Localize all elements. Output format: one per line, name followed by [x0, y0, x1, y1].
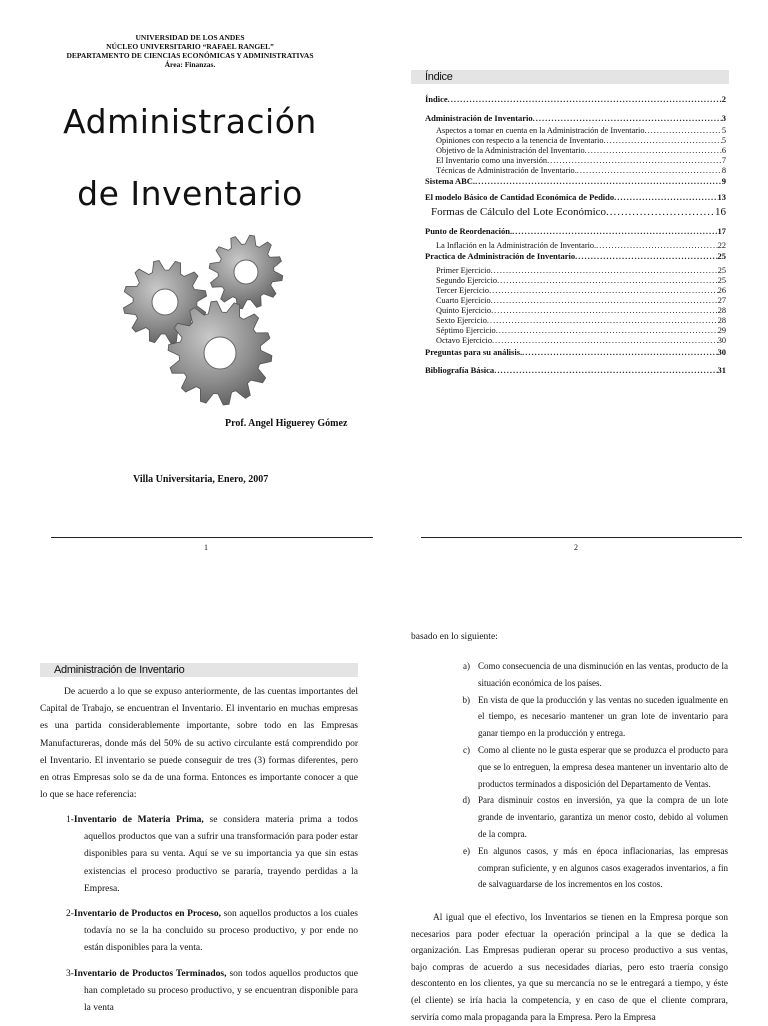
toc-entry [425, 146, 726, 156]
gears-icon [120, 232, 298, 408]
toc-entry-title: El modelo Básico de Cantidad Económica de Pedido [425, 192, 615, 202]
toc-entry-title: Aspectos a tomar en cuenta en la Administración de Inventario [436, 126, 645, 135]
toc-entry [425, 176, 726, 186]
toc-leader [512, 226, 717, 236]
toc-entry [425, 192, 726, 202]
toc-entry-page: 30 [717, 336, 726, 345]
list-text: Como al cliente no le gusta esperar que se produzca el producto para que se lo entreguen, la empresa desea mantener un inventario alto de productos terminados a disposición del Departamento de Ventas. [478, 744, 728, 789]
toc-entry-page: 26 [717, 286, 726, 295]
list-text: Para disminuir costos en inversión, ya que la compra de un lote grande de inventario, garantiza un menor costo, debido al volumen de la compra. [478, 795, 728, 839]
toc-entry-title: Segundo Ejercicio [436, 276, 498, 285]
toc-entry-title: Formas de Cálculo del Lote Económico [431, 206, 607, 218]
footer-rule [51, 537, 373, 538]
toc-entry [425, 94, 726, 104]
header-line: NÚCLEO UNIVERSITARIO “RAFAEL RANGEL” [106, 42, 274, 51]
inventory-types-list [66, 812, 358, 1017]
item-number: 3- [66, 968, 74, 979]
header-line: UNIVERSIDAD DE LOS ANDES [135, 33, 245, 42]
toc-entry-page: 29 [717, 326, 726, 335]
toc-entry [425, 126, 726, 136]
toc-entry-title: Sexto Ejercicio [436, 316, 487, 325]
toc-entry-page: 8 [721, 166, 726, 175]
toc-leader [575, 251, 717, 261]
toc-entry-title: Administración de Inventario [425, 113, 533, 123]
item-term: Inventario de Productos Terminados, [73, 968, 227, 979]
list-item [445, 742, 728, 792]
toc-leader [603, 136, 721, 146]
toc-entry [425, 286, 726, 296]
toc-entry-page: 17 [717, 226, 726, 236]
toc-entry [425, 326, 726, 336]
list-text: En vista de que la producción y las ventas no suceden igualmente en el tiempo, es necesario mantener un gran lote de inventario para ganar tiempo en la producción y entrega. [478, 694, 728, 739]
item-text: se considera materia prima a todos aquellos productos que van a sufrir una transformación para poder estar disponibles para su venta. Aquí se ve su importancia ya que sin estas existencias el proceso productivo se pararía, trayendo perdidas a la Empresa. [84, 815, 358, 894]
toc-entry-page: 25 [717, 276, 726, 285]
toc-entry-title: Sistema ABC. [425, 176, 476, 186]
section-heading: Administración de Inventario [40, 663, 358, 677]
gear-hole [152, 289, 178, 315]
toc-entry [425, 316, 726, 326]
toc-leader [522, 347, 717, 357]
toc-leader [497, 276, 718, 286]
toc-leader [487, 316, 718, 326]
toc-entry-title: Practica de Administración de Inventario [425, 251, 576, 261]
list-item [445, 658, 728, 692]
toc-entry [425, 136, 726, 146]
toc-entry-title: Quinto Ejercicio [436, 306, 492, 315]
university-header [40, 33, 340, 69]
toc-leader [645, 126, 722, 136]
toc-entry-title: Opiniones con respecto a la tenencia de Inventario [436, 136, 604, 145]
toc-entry [425, 156, 726, 166]
toc-entry-title: Primer Ejercicio [436, 266, 491, 275]
toc-entry-title: Bibliografía Básica [425, 365, 495, 375]
gear-hole [234, 260, 258, 284]
document-title-line-2: de Inventario [77, 174, 303, 213]
page-number: 1 [204, 543, 208, 552]
toc-entry [425, 241, 726, 251]
header-line: DEPARTAMENTO DE CIENCIAS ECONÓMICAS Y ADMINISTRATIVAS [66, 51, 314, 60]
list-marker: d) [462, 795, 470, 806]
toc-entry [425, 306, 726, 316]
list-item [66, 906, 358, 958]
toc-entry-title: Tercer Ejercicio [436, 286, 490, 295]
toc-entry-page: 25 [717, 251, 726, 261]
toc-entry-page: 7 [721, 156, 726, 165]
toc-entry-page: 28 [717, 306, 726, 315]
toc-leader [585, 146, 722, 156]
toc-entry [425, 251, 726, 261]
document-title-line-1: Administración [63, 102, 317, 141]
toc-entry-page: 9 [721, 176, 726, 186]
page-number: 2 [574, 543, 578, 552]
toc-entry-title: Octavo Ejercicio [436, 336, 492, 345]
toc-entry-page: 2 [721, 94, 726, 104]
toc-entry [425, 205, 726, 219]
list-item [445, 792, 728, 842]
list-item [66, 812, 358, 898]
item-number: 2- [66, 909, 74, 920]
toc-entry-page: 3 [721, 113, 726, 123]
item-term: Inventario de Productos en Proceso, [73, 909, 221, 920]
toc-entry-title: La Inflación en la Administración de Inventario. [436, 241, 597, 250]
header-line: Área: Finanzas. [164, 60, 216, 69]
list-marker: c) [463, 744, 470, 755]
toc-entry-page: 31 [717, 365, 726, 375]
list-marker: a) [463, 661, 470, 671]
table-of-contents [425, 94, 726, 375]
index-heading: Índice [411, 70, 729, 84]
toc-entry-page: 25 [717, 266, 726, 275]
toc-leader [475, 176, 722, 186]
toc-entry-page: 13 [717, 192, 726, 202]
toc-leader [614, 192, 717, 202]
toc-leader [606, 205, 715, 219]
gear-hole [204, 337, 236, 369]
reasons-list [445, 658, 728, 893]
toc-entry-page: 5 [721, 126, 726, 135]
toc-leader [448, 94, 722, 104]
list-marker: e) [463, 845, 470, 856]
toc-leader [494, 365, 717, 375]
toc-entry [425, 226, 726, 236]
closing-paragraph: Al igual que el efectivo, los Inventarios se tienen en la Empresa porque son necesarios para poder efectuar la operación principal a la que se dedica la organización. Las Empresas pudieran operar su proceso productivo a sus ventas, bajo compras de acuerdo a sus necesidades diarias, pero esto traería consigo descontento en los clientes, ya que su mercancía no se le entregará a tiempo, y éste (el cliente) se iría hacia la competencia, y en caso de que el cliente comprara, serviría como mala propaganda para la Empresa. Pero la Empresa [411, 913, 728, 1023]
toc-entry [425, 266, 726, 276]
toc-leader [496, 326, 718, 336]
toc-entry-page: 22 [717, 241, 726, 250]
toc-entry [425, 276, 726, 286]
toc-leader [491, 296, 718, 306]
list-item [445, 843, 728, 893]
toc-entry-title: El Inventario como una inversión [436, 156, 548, 165]
list-text: Como consecuencia de una disminución en las ventas, producto de la situación económica de los países. [478, 661, 728, 688]
toc-entry [425, 347, 726, 357]
toc-entry-title: Índice [425, 94, 448, 104]
toc-entry [425, 113, 726, 123]
list-text: En algunos casos, y más en época inflacionarias, las empresas compran suficiente, y en algunos casos exagerados inventarios, a fin de salvaguardarse de los incrementos en los costos. [478, 845, 728, 890]
toc-entry-title: Preguntas para su análisis. [425, 347, 523, 357]
toc-entry-title: Punto de Reordenación. [425, 226, 513, 236]
toc-leader [533, 113, 722, 123]
toc-leader [547, 156, 722, 166]
footer-rule [421, 537, 742, 538]
author-name: Prof. Angel Higuerey Gómez [225, 418, 348, 429]
place-and-date: Villa Universitaria, Enero, 2007 [133, 474, 269, 485]
toc-entry-title: Cuarto Ejercicio [436, 296, 491, 305]
lead-text: basado en lo siguiente: [411, 632, 498, 642]
toc-entry [425, 336, 726, 346]
list-marker: b) [462, 694, 470, 705]
intro-paragraph: De acuerdo a lo que se expuso anteriormente, de las cuentas importantes del Capital de Trabajo, se encuentran el Inventario. El inventario en muchas empresas es una partida considerablemente importante, sobre todo en las Empresas Manufactureras, donde más del 50% de su activo circulante está comprendido por el Inventario. El inventario se puede conseguir de tres (3) formas diferentes, pero en otras Empresas solo se da de una forma. Entonces es importante conocer a que lo que se hace referencia: [40, 687, 358, 801]
toc-entry-page: 5 [721, 136, 726, 145]
list-item [445, 692, 728, 742]
toc-entry-title: Técnicas de Administración de Inventario. [436, 166, 577, 175]
item-number: 1- [66, 815, 74, 825]
toc-leader [596, 241, 718, 251]
toc-entry-page: 28 [717, 316, 726, 325]
toc-entry-page: 27 [717, 296, 726, 305]
list-item [66, 966, 358, 1018]
toc-entry-page: 16 [715, 206, 726, 218]
toc-leader [577, 166, 722, 176]
toc-entry-page: 30 [717, 347, 726, 357]
toc-entry-page: 6 [721, 146, 726, 155]
toc-entry [425, 296, 726, 306]
toc-leader [491, 306, 718, 316]
toc-entry-title: Séptimo Ejercicio [436, 326, 496, 335]
toc-entry-title: Objetivo de la Administración del Inventario [436, 146, 585, 155]
item-text: son todos aquellos productos que han completado su proceso productivo, y se encuentran disponible para la venta [84, 968, 358, 1014]
toc-leader [491, 266, 718, 276]
item-text: son aquellos productos a los cuales todavía no se la ha concluido su proceso productivo, y por ende no están disponibles para la venta. [84, 909, 358, 954]
toc-entry [425, 166, 726, 176]
toc-entry [425, 365, 726, 375]
toc-leader [489, 286, 718, 296]
toc-leader [492, 336, 718, 346]
item-term: Inventario de Materia Prima, [73, 815, 204, 825]
